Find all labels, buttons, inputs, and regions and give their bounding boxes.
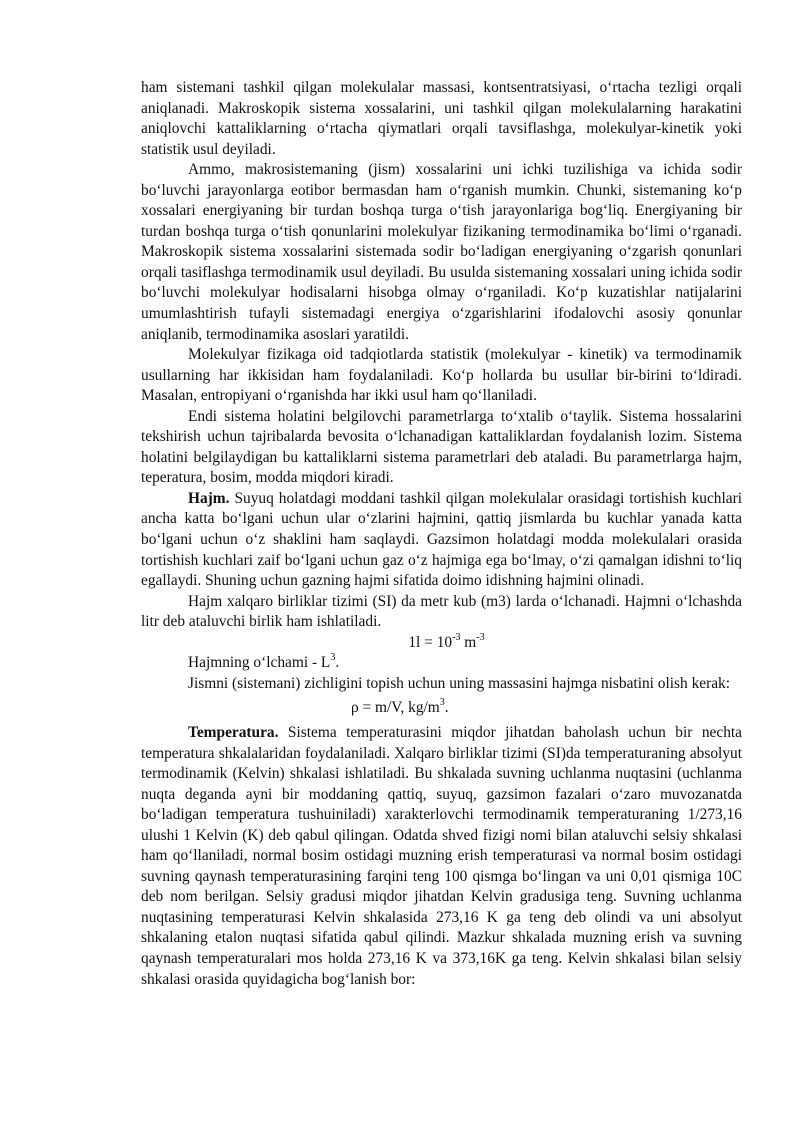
formula-litre-unit: m [460,633,477,651]
formula-density-exp: 3 [439,697,445,709]
heading-temperature: Temperatura. [188,723,279,741]
paragraph-temperature-body: Sistema temperaturasini miqdor jihatdan baholash uchun bir nechta temperatura shkalalaridan foydalaniladi. Xalqaro birliklar tizimi (SI)da temperaturaning absolyut termodinamik (Kelvin) shkalasi ishlatiladi. Bu shkalada suvning uchlanma nuqtasini (uchlanma nuqta deganda ayni bir moddaning qattiq, suyuq, gazsimon fazalari o‘zaro muvozanatda bo‘ladigan temperatura tushuiniladi) xarakterlovchi termodinamik temperaturaning 1/273,16 ulushi 1 Kelvin (K) deb qabul qilingan. Odatda shved fizigi nomi bilan ataluvchi selsiy shkalasi ham qo‘llaniladi, normal bosim ostidagi muzning erish temperaturasi va normal bosim ostidagi suvning qaynash temperaturasining farqini teng 100 qismga bo‘lingan va uni 0,01 qismiga 10C deb nom berilgan. Selsiy gradusi miqdor jihatdan Kelvin gradusiga teng. Suvning uchlanma nuqtasining temperaturasi Kelvin shkalasida 273,16 K ga teng deb olindi va uni absolyut shkalaning etalon nuqtasi sifatida qabul qilindi. Mazkur shkalada muzning erish va suvning qaynash temperaturalari mos holda 273,16 K va 373,16K ga teng. Kelvin shkalasi bilan selsiy shkalasi orasida quyidagicha bog‘lanish bor: [141,723,742,988]
heading-volume: Hajm. [188,489,230,507]
formula-litre [141,633,742,654]
volume-dimension-end: . [335,654,340,672]
paragraph-2: Ammo, makrosistemaning (jism) xossalarini uni ichki tuzilishiga va ichida sodir bo‘luvchi jarayonlarga eotibor bermasdan ham o‘rganish mumkin. Chunki, sistemaning ko‘p xossalari energiyaning bir turdan boshqa turga o‘tish jarayonlariga bog‘liq. Energiyaning bir turdan boshqa turga o‘tish qonunlarini molekulyar fizikaning termodinamika bo‘limi o‘rganadi. Makroskopik sistema xossalarini sistemada sodir bo‘ladigan energiyaning o‘zgarish qonunlari orqali tasiflashga termodinamik usul deyiladi. Bu usulda sistemaning xossalari uning ichida sodir bo‘luvchi molekulyar hodisalarni hisobga olmay o‘rganiladi. Ko‘p kuzatishlar natijalarini umumlashtirish tufayli sistemadagi energiya o‘zgarishlarini ifodalovchi asosiy qonunlar aniqlanib, termodinamika asoslari yaratildi. [141,161,742,343]
paragraph-density: Jismni (sistemani) zichligini topish uchun uning massasini hajmga nisbatini olish kerak: [188,674,731,692]
formula-density-text: ρ = m/V, kg/m [351,699,440,717]
paragraph-4: Endi sistema holatini belgilovchi parametrlarga to‘xtalib o‘taylik. Sistema hossalarini tekshirish uchun tajribalarda bevosita o‘lchanadigan kattaliklardan foydalanish lozim. Sistema holatini belgilaydigan bu kattaliklarni sistema parametrlari deb ataladi. Bu parametrlarga hajm, teperatura, bosim, modda miqdori kiradi. [141,407,742,487]
paragraph-temperature [141,723,742,990]
volume-dimension-text: Hajmning o‘lchami - L [188,654,331,672]
formula-density [141,698,742,719]
paragraph-3: Molekulyar fizikaga oid tadqiotlarda statistik (molekulyar - kinetik) va termodinamik usullarning har ikkisidan ham foydalaniladi. Ko‘p hollarda bu usullar bir-birini to‘ldiradi. Masalan, entropiyani o‘rganishda har ikki usul ham qo‘llaniladi. [141,346,742,405]
formula-density-end: . [444,699,449,717]
paragraph-volume-dimension [141,653,742,674]
formula-litre-exp2: -3 [476,631,485,643]
volume-dimension-exp: 3 [330,652,336,664]
formula-litre-exp1: -3 [452,631,461,643]
paragraph-volume-body: Suyuq holatdagi moddani tashkil qilgan molekulalar orasidagi tortishish kuchlari ancha katta bo‘lgani uchun ular o‘zlarini hajmini, qattiq jismlarda bu kuchlar yanada katta bo‘lgani uchun o‘z shaklini ham saqlaydi. Gazsimon holatdagi modda molekulalari orasida tortishish kuchlari zaif bo‘lgani uchun gaz o‘z hajmiga ega bo‘lmay, o‘zi qamalgan idishni to‘liq egallaydi. Shuning uchun gazning hajmi sifatida doimo idishning hajmini olinadi. [141,489,742,590]
document-body [141,78,742,990]
paragraph-volume [141,489,742,592]
paragraph-1: ham sistemani tashkil qilgan molekulalar massasi, kontsentratsiyasi, o‘rtacha tezligi orqali aniqlanadi. Makroskopik sistema xossalarini, uni tashkil qilgan molekulalarning harakatini aniqlovchi kattaliklarning o‘rtacha qiymatlari orqali tavsiflashga, molekulyar-kinetik yoki statistik usul deyiladi. [141,79,742,158]
paragraph-volume-units: Hajm xalqaro birliklar tizimi (SI) da metr kub (m3) larda o‘lchanadi. Hajmni o‘lchashda litr deb ataluvchi birlik ham ishlatiladi. [141,592,742,631]
formula-litre-lhs: 1l = 10 [408,633,453,651]
